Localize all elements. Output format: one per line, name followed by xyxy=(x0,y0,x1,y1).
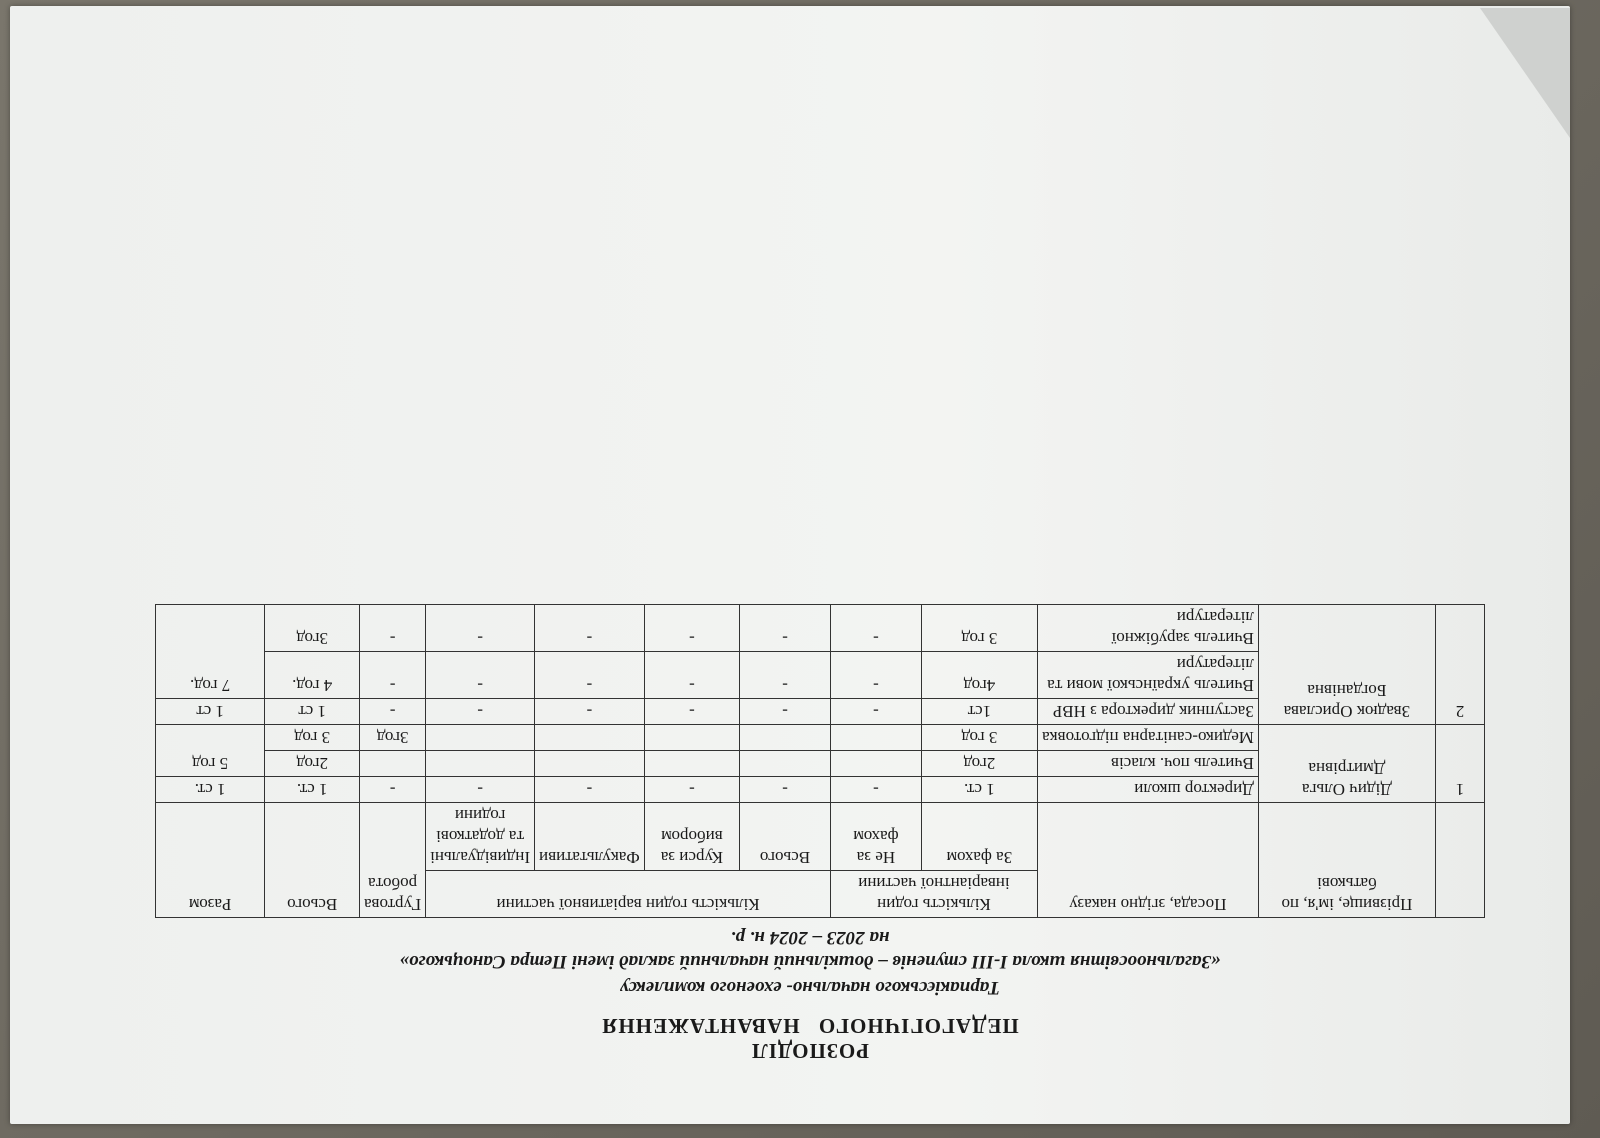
cell-individual: - xyxy=(426,699,535,725)
cell-elective: - xyxy=(644,777,739,803)
row-num: 2 xyxy=(1436,605,1485,725)
cell-group-work: - xyxy=(360,699,426,725)
cell-not-by-specialty xyxy=(831,751,922,777)
cell-total: 2год xyxy=(265,751,360,777)
cell-individual: - xyxy=(426,777,535,803)
cell-group-work: - xyxy=(360,652,426,699)
header-sum: Разом xyxy=(156,803,265,918)
header-invariant: Кількість годин інваріантної частини xyxy=(831,871,1038,918)
cell-elective xyxy=(644,725,739,751)
cell-total-var: - xyxy=(740,605,831,652)
subheader-total-var: Всього xyxy=(740,803,831,871)
cell-elective xyxy=(644,751,739,777)
academic-period: на 2023 – 2024 н. р. xyxy=(730,927,890,948)
cell-individual: - xyxy=(426,652,535,699)
cell-group-work: 3год xyxy=(360,725,426,751)
header-group-work: Гуртова робота xyxy=(360,803,426,918)
cell-not-by-specialty: - xyxy=(831,652,922,699)
cell-optional: - xyxy=(535,605,645,652)
row-name: Дідич Ольга Дмитрівна xyxy=(1258,725,1435,803)
cell-elective: - xyxy=(644,605,739,652)
cell-not-by-specialty: - xyxy=(831,699,922,725)
header-variative: Кількість годин варіативної частини xyxy=(426,871,831,918)
cell-total-var xyxy=(740,751,831,777)
row-position: Заступник директора з НВР xyxy=(1037,699,1258,725)
cell-group-work xyxy=(360,751,426,777)
cell-total: 1 ст xyxy=(265,699,360,725)
cell-individual xyxy=(426,725,535,751)
table-row xyxy=(156,699,1485,725)
cell-sum: 5 год xyxy=(156,725,265,777)
header-num xyxy=(1436,803,1485,918)
header-name: Прізвище, ім'я, по батькові xyxy=(1258,803,1435,918)
cell-elective: - xyxy=(644,652,739,699)
cell-group-work: - xyxy=(360,605,426,652)
subheader-not-by-specialty: Не за фахом xyxy=(831,803,922,871)
row-position: Директор школи xyxy=(1037,777,1258,803)
table-header-row xyxy=(156,871,1485,918)
cell-by-specialty: 1 ст. xyxy=(921,777,1037,803)
header-total: Всього xyxy=(265,803,360,918)
table-row xyxy=(156,777,1485,803)
cell-elective: - xyxy=(644,699,739,725)
institution-line-1: Тарпакієського начально- ехоеного комплексу xyxy=(620,977,1000,998)
cell-sum: 7 год. xyxy=(156,605,265,699)
subheader-elective-courses: Курси за вибором xyxy=(644,803,739,871)
cell-optional xyxy=(535,751,645,777)
cell-optional: - xyxy=(535,777,645,803)
cell-not-by-specialty xyxy=(831,725,922,751)
cell-by-specialty: 3 год xyxy=(921,725,1037,751)
row-name: Звадюк Орислава Богданівна xyxy=(1258,605,1435,725)
cell-total-var: - xyxy=(740,777,831,803)
cell-individual: - xyxy=(426,605,535,652)
row-position: Вчитель зарубіжної літератури xyxy=(1037,605,1258,652)
cell-total: 3год xyxy=(265,605,360,652)
subheader-by-specialty: За фахом xyxy=(921,803,1037,871)
cell-total-var xyxy=(740,725,831,751)
subheader-individual-hours: Індивідуальні та додаткові години xyxy=(426,803,535,871)
subheader-optional-classes: Факультативи xyxy=(535,803,645,871)
cell-by-specialty: 1ст xyxy=(921,699,1037,725)
cell-group-work: - xyxy=(360,777,426,803)
cell-not-by-specialty: - xyxy=(831,777,922,803)
row-num: 1 xyxy=(1436,725,1485,803)
cell-by-specialty: 2год xyxy=(921,751,1037,777)
row-position: Вчитель поч. класів xyxy=(1037,751,1258,777)
cell-by-specialty: 3 год xyxy=(921,605,1037,652)
document-subtitle: ПЕДАГОГІЧНОГО НАВАНТАЖЕННЯ xyxy=(601,1014,1019,1038)
workload-table xyxy=(155,604,1485,918)
cell-total-var: - xyxy=(740,652,831,699)
institution-line-2: «Загальноосвітня школа І-ІІІ ступенів – дошкільний начальний заклад імені Петра Саноцького» xyxy=(399,951,1221,972)
cell-not-by-specialty: - xyxy=(831,605,922,652)
cell-optional: - xyxy=(535,652,645,699)
document-title: РОЗПОДІЛ xyxy=(751,1039,870,1063)
header-position: Посада, згідно наказу xyxy=(1037,803,1258,918)
cell-by-specialty: 4год xyxy=(921,652,1037,699)
row-position: Вчитель української мови та літератури xyxy=(1037,652,1258,699)
cell-total-var: - xyxy=(740,699,831,725)
cell-sum: 1 ст. xyxy=(156,777,265,803)
cell-optional: - xyxy=(535,699,645,725)
cell-total: 3 год xyxy=(265,725,360,751)
cell-total: 1 ст. xyxy=(265,777,360,803)
cell-optional xyxy=(535,725,645,751)
cell-total: 4 год. xyxy=(265,652,360,699)
row-position: Медико-санітарна підготовка xyxy=(1037,725,1258,751)
cell-individual xyxy=(426,751,535,777)
cell-sum: 1 ст xyxy=(156,699,265,725)
